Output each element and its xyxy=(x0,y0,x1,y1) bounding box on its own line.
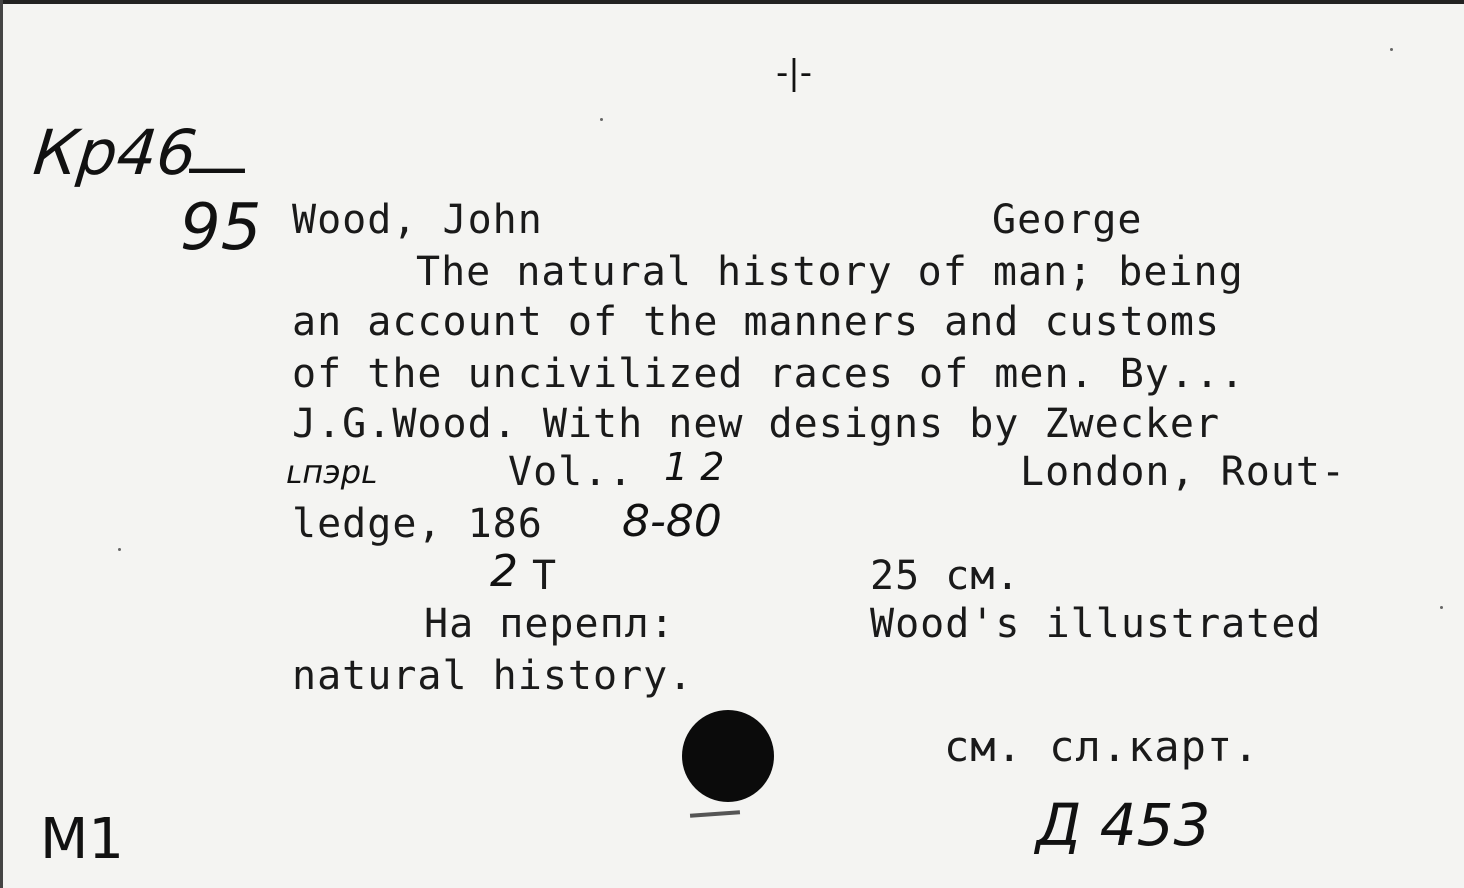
speck xyxy=(1440,606,1443,609)
volume-typed: Vol.. xyxy=(508,449,634,495)
handwritten-volume-note: ʟпэрʟ xyxy=(286,453,378,491)
spine-note-label: На перепл: xyxy=(424,601,675,647)
shelfmark-bottom: 95 xyxy=(180,191,262,265)
imprint-year-correction: 8-80 xyxy=(622,496,722,547)
volumes-typed: T xyxy=(532,553,558,599)
card-top-edge xyxy=(0,0,1464,4)
punch-hole xyxy=(682,710,774,802)
spine-note-continuation: natural history. xyxy=(292,653,694,699)
page-number: -|- xyxy=(776,53,812,93)
shelfmark-dash: — xyxy=(186,130,248,203)
volume-handwritten: 1 2 xyxy=(664,445,725,489)
cross-reference: см. сл.карт. xyxy=(944,722,1260,771)
title-line-4: J.G.Wood. With new designs by Zwecker xyxy=(292,401,1221,447)
spine-note-text: Wood's illustrated xyxy=(870,601,1322,647)
author-surname: Wood, John xyxy=(292,197,543,243)
shelfmark-top: Кр46 xyxy=(30,116,201,189)
title-line-2: an account of the manners and customs xyxy=(292,299,1221,345)
imprint: ledge, 186 xyxy=(292,501,543,547)
volumes-handwritten: 2 xyxy=(490,546,518,597)
cross-reference-number: Д 453 xyxy=(1036,791,1211,859)
card-left-edge xyxy=(0,0,3,888)
title-line-3: of the uncivilized races of men. By... xyxy=(292,351,1246,397)
speck xyxy=(1390,48,1393,51)
punch-hole-shadow xyxy=(690,810,740,817)
author-middle-name: George xyxy=(992,197,1143,243)
corner-mark: M1 xyxy=(40,807,124,872)
size: 25 см. xyxy=(870,553,1021,599)
speck xyxy=(118,548,121,551)
title-line-1: The natural history of man; being xyxy=(416,249,1244,295)
publisher-place: London, Rout- xyxy=(1020,449,1347,495)
speck xyxy=(600,118,603,121)
